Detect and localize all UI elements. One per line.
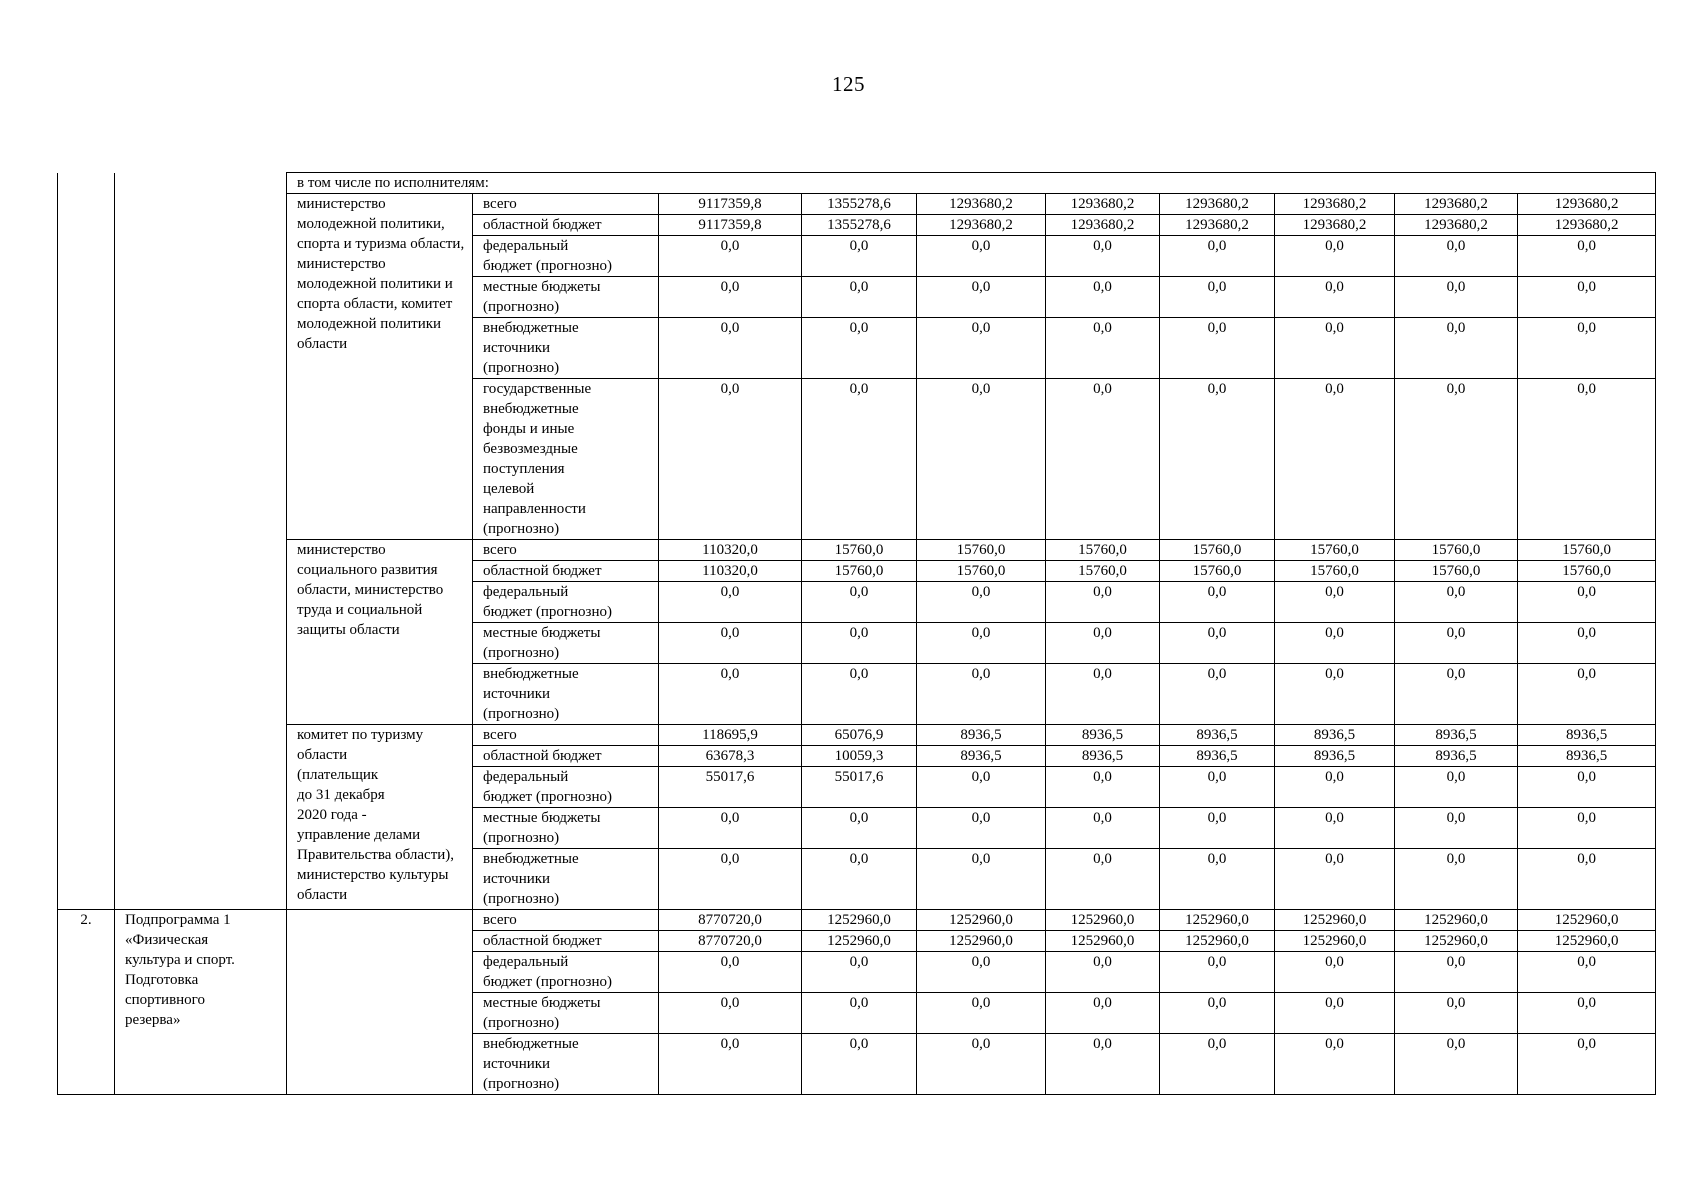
value-cell: 0,0 (659, 318, 802, 379)
table-row (58, 910, 1656, 931)
value-cell: 0,0 (917, 582, 1046, 623)
value-cell: 0,0 (1275, 952, 1395, 993)
value-cell: 1293680,2 (1518, 215, 1656, 236)
value-cell: 0,0 (659, 236, 802, 277)
value-cell: 0,0 (802, 808, 917, 849)
row-label: местные бюджеты (прогнозно) (473, 277, 659, 318)
row-label: внебюджетные источники (прогнозно) (473, 664, 659, 725)
value-cell: 0,0 (1518, 767, 1656, 808)
value-cell: 0,0 (1518, 664, 1656, 725)
row-label: федеральный бюджет (прогнозно) (473, 582, 659, 623)
value-cell: 1293680,2 (917, 215, 1046, 236)
value-cell: 1252960,0 (1046, 931, 1160, 952)
value-cell: 0,0 (917, 236, 1046, 277)
value-cell: 8936,5 (1395, 746, 1518, 767)
value-cell: 0,0 (802, 849, 917, 910)
value-cell: 55017,6 (659, 767, 802, 808)
value-cell: 8936,5 (1275, 725, 1395, 746)
value-cell: 0,0 (1275, 582, 1395, 623)
table-row (58, 725, 1656, 746)
value-cell: 0,0 (1518, 808, 1656, 849)
value-cell: 0,0 (1160, 664, 1275, 725)
value-cell: 0,0 (917, 379, 1046, 540)
value-cell: 0,0 (802, 1034, 917, 1095)
value-cell: 0,0 (917, 318, 1046, 379)
value-cell: 1355278,6 (802, 194, 917, 215)
value-cell: 0,0 (659, 849, 802, 910)
value-cell: 118695,9 (659, 725, 802, 746)
value-cell: 110320,0 (659, 561, 802, 582)
budget-table (57, 172, 1656, 1095)
value-cell: 0,0 (1046, 1034, 1160, 1095)
executor-cell: министерство социального развития области, министерство труда и социальной защиты области (287, 540, 473, 725)
value-cell: 1293680,2 (1046, 194, 1160, 215)
value-cell: 0,0 (802, 318, 917, 379)
value-cell: 0,0 (917, 277, 1046, 318)
value-cell: 1293680,2 (917, 194, 1046, 215)
value-cell: 0,0 (1160, 318, 1275, 379)
value-cell: 1252960,0 (1275, 910, 1395, 931)
value-cell: 0,0 (802, 664, 917, 725)
value-cell: 0,0 (1395, 582, 1518, 623)
value-cell: 0,0 (1160, 767, 1275, 808)
row-label: государственные внебюджетные фонды и иные безвозмездные поступления целевой направленности (прогнозно) (473, 379, 659, 540)
value-cell: 0,0 (1395, 1034, 1518, 1095)
row-label: всего (473, 910, 659, 931)
value-cell: 1355278,6 (802, 215, 917, 236)
value-cell: 0,0 (1518, 277, 1656, 318)
value-cell: 1293680,2 (1275, 215, 1395, 236)
value-cell: 8936,5 (1275, 746, 1395, 767)
value-cell: 8936,5 (1046, 746, 1160, 767)
row-label: всего (473, 725, 659, 746)
row-label: федеральный бюджет (прогнозно) (473, 236, 659, 277)
value-cell: 0,0 (802, 236, 917, 277)
value-cell: 8936,5 (1160, 746, 1275, 767)
value-cell: 0,0 (659, 582, 802, 623)
page-number: 125 (832, 72, 865, 96)
value-cell: 1252960,0 (1395, 910, 1518, 931)
executor-cell: министерство молодежной политики, спорта и туризма области, министерство молодежной политики и спорта области, комитет молодежной политики области (287, 194, 473, 540)
value-cell: 0,0 (659, 952, 802, 993)
value-cell: 0,0 (1046, 236, 1160, 277)
row-label: местные бюджеты (прогнозно) (473, 808, 659, 849)
executor-cell: комитет по туризму области (плательщик до 31 декабря 2020 года - управление делами Правительства области), министерство культуры области (287, 725, 473, 910)
value-cell: 0,0 (1395, 236, 1518, 277)
value-cell: 0,0 (1518, 1034, 1656, 1095)
row-label: всего (473, 194, 659, 215)
value-cell: 15760,0 (1518, 561, 1656, 582)
value-cell: 1252960,0 (1160, 931, 1275, 952)
row-label: всего (473, 540, 659, 561)
value-cell: 0,0 (802, 379, 917, 540)
value-cell: 0,0 (1518, 623, 1656, 664)
value-cell: 0,0 (1518, 582, 1656, 623)
value-cell: 0,0 (1160, 849, 1275, 910)
value-cell: 8770720,0 (659, 931, 802, 952)
value-cell: 8936,5 (1518, 725, 1656, 746)
value-cell: 0,0 (1518, 236, 1656, 277)
value-cell: 15760,0 (802, 540, 917, 561)
value-cell: 0,0 (1160, 952, 1275, 993)
value-cell: 0,0 (1518, 993, 1656, 1034)
value-cell: 0,0 (1046, 664, 1160, 725)
value-cell: 0,0 (659, 664, 802, 725)
value-cell: 65076,9 (802, 725, 917, 746)
value-cell: 1252960,0 (802, 910, 917, 931)
value-cell: 0,0 (1160, 236, 1275, 277)
subprogram-name: Подпрограмма 1 «Физическая культура и спорт. Подготовка спортивного резерва» (115, 910, 287, 1095)
value-cell: 10059,3 (802, 746, 917, 767)
value-cell: 15760,0 (1046, 561, 1160, 582)
value-cell: 0,0 (659, 277, 802, 318)
value-cell: 1293680,2 (1518, 194, 1656, 215)
value-cell: 0,0 (659, 993, 802, 1034)
value-cell: 0,0 (917, 664, 1046, 725)
value-cell: 15760,0 (917, 540, 1046, 561)
value-cell: 0,0 (917, 767, 1046, 808)
value-cell: 0,0 (1160, 582, 1275, 623)
value-cell: 0,0 (917, 849, 1046, 910)
value-cell: 0,0 (1518, 952, 1656, 993)
value-cell: 1293680,2 (1160, 215, 1275, 236)
value-cell: 8936,5 (1395, 725, 1518, 746)
row-label: областной бюджет (473, 746, 659, 767)
value-cell: 9117359,8 (659, 215, 802, 236)
row-label: внебюджетные источники (прогнозно) (473, 849, 659, 910)
continued-number-cell (58, 173, 115, 910)
value-cell: 0,0 (1046, 318, 1160, 379)
value-cell: 1293680,2 (1395, 215, 1518, 236)
value-cell: 0,0 (802, 952, 917, 993)
value-cell: 0,0 (1275, 808, 1395, 849)
value-cell: 0,0 (1046, 993, 1160, 1034)
value-cell: 0,0 (1518, 318, 1656, 379)
value-cell: 8936,5 (1160, 725, 1275, 746)
value-cell: 15760,0 (917, 561, 1046, 582)
continued-name-cell (115, 173, 287, 910)
value-cell: 55017,6 (802, 767, 917, 808)
value-cell: 0,0 (1275, 993, 1395, 1034)
value-cell: 0,0 (1395, 623, 1518, 664)
value-cell: 15760,0 (1518, 540, 1656, 561)
row-label: областной бюджет (473, 561, 659, 582)
value-cell: 0,0 (917, 952, 1046, 993)
value-cell: 0,0 (917, 1034, 1046, 1095)
value-cell: 110320,0 (659, 540, 802, 561)
value-cell: 0,0 (1395, 767, 1518, 808)
value-cell: 8770720,0 (659, 910, 802, 931)
value-cell: 1252960,0 (1046, 910, 1160, 931)
value-cell: 0,0 (1395, 849, 1518, 910)
value-cell: 1252960,0 (802, 931, 917, 952)
value-cell: 0,0 (659, 623, 802, 664)
value-cell: 0,0 (1046, 277, 1160, 318)
value-cell: 0,0 (659, 379, 802, 540)
value-cell: 0,0 (1046, 623, 1160, 664)
value-cell: 0,0 (659, 808, 802, 849)
value-cell: 0,0 (1160, 808, 1275, 849)
value-cell: 0,0 (802, 623, 917, 664)
value-cell: 1252960,0 (1160, 910, 1275, 931)
value-cell: 0,0 (1160, 993, 1275, 1034)
value-cell: 0,0 (1046, 849, 1160, 910)
value-cell: 15760,0 (1275, 540, 1395, 561)
value-cell: 0,0 (917, 623, 1046, 664)
value-cell: 63678,3 (659, 746, 802, 767)
value-cell: 0,0 (1275, 318, 1395, 379)
value-cell: 15760,0 (1275, 561, 1395, 582)
value-cell: 0,0 (802, 993, 917, 1034)
value-cell: 0,0 (802, 277, 917, 318)
row-label: федеральный бюджет (прогнозно) (473, 952, 659, 993)
value-cell: 9117359,8 (659, 194, 802, 215)
table-row (58, 194, 1656, 215)
value-cell: 1293680,2 (1046, 215, 1160, 236)
value-cell: 0,0 (1160, 277, 1275, 318)
value-cell: 8936,5 (917, 725, 1046, 746)
value-cell: 0,0 (1395, 993, 1518, 1034)
value-cell: 0,0 (802, 582, 917, 623)
value-cell: 15760,0 (1395, 561, 1518, 582)
value-cell: 0,0 (1046, 952, 1160, 993)
row-label: местные бюджеты (прогнозно) (473, 623, 659, 664)
value-cell: 0,0 (1518, 849, 1656, 910)
row-label: областной бюджет (473, 931, 659, 952)
row-label: местные бюджеты (прогнозно) (473, 993, 659, 1034)
value-cell: 0,0 (1160, 379, 1275, 540)
value-cell: 1293680,2 (1275, 194, 1395, 215)
executors-subheader: в том числе по исполнителям: (287, 173, 1656, 194)
row-label: внебюджетные источники (прогнозно) (473, 318, 659, 379)
value-cell: 0,0 (1395, 277, 1518, 318)
value-cell: 15760,0 (1160, 540, 1275, 561)
value-cell: 0,0 (1275, 236, 1395, 277)
subheader-row (58, 173, 1656, 194)
value-cell: 0,0 (1275, 1034, 1395, 1095)
value-cell: 0,0 (1046, 379, 1160, 540)
value-cell: 0,0 (1046, 808, 1160, 849)
value-cell: 0,0 (1046, 582, 1160, 623)
value-cell: 1293680,2 (1160, 194, 1275, 215)
row-number: 2. (58, 910, 115, 1095)
value-cell: 0,0 (1395, 318, 1518, 379)
value-cell: 1252960,0 (917, 931, 1046, 952)
table-row (58, 540, 1656, 561)
value-cell: 0,0 (1395, 808, 1518, 849)
value-cell: 0,0 (917, 808, 1046, 849)
value-cell: 0,0 (917, 993, 1046, 1034)
value-cell: 0,0 (1275, 277, 1395, 318)
value-cell: 0,0 (1518, 379, 1656, 540)
value-cell: 0,0 (1275, 623, 1395, 664)
value-cell: 15760,0 (802, 561, 917, 582)
value-cell: 0,0 (1046, 767, 1160, 808)
row-label: внебюджетные источники (прогнозно) (473, 1034, 659, 1095)
value-cell: 1252960,0 (917, 910, 1046, 931)
value-cell: 15760,0 (1046, 540, 1160, 561)
value-cell: 8936,5 (917, 746, 1046, 767)
value-cell: 0,0 (1275, 767, 1395, 808)
value-cell: 0,0 (1275, 664, 1395, 725)
value-cell: 15760,0 (1395, 540, 1518, 561)
value-cell: 0,0 (1160, 1034, 1275, 1095)
value-cell: 0,0 (659, 1034, 802, 1095)
value-cell: 0,0 (1160, 623, 1275, 664)
value-cell: 8936,5 (1518, 746, 1656, 767)
value-cell: 0,0 (1275, 379, 1395, 540)
value-cell: 1252960,0 (1395, 931, 1518, 952)
value-cell: 1252960,0 (1275, 931, 1395, 952)
value-cell: 15760,0 (1160, 561, 1275, 582)
value-cell: 1252960,0 (1518, 931, 1656, 952)
row-label: федеральный бюджет (прогнозно) (473, 767, 659, 808)
value-cell: 0,0 (1395, 379, 1518, 540)
value-cell: 0,0 (1395, 664, 1518, 725)
value-cell: 0,0 (1275, 849, 1395, 910)
value-cell: 0,0 (1395, 952, 1518, 993)
row-label: областной бюджет (473, 215, 659, 236)
executor-cell (287, 910, 473, 1095)
value-cell: 8936,5 (1046, 725, 1160, 746)
value-cell: 1293680,2 (1395, 194, 1518, 215)
value-cell: 1252960,0 (1518, 910, 1656, 931)
